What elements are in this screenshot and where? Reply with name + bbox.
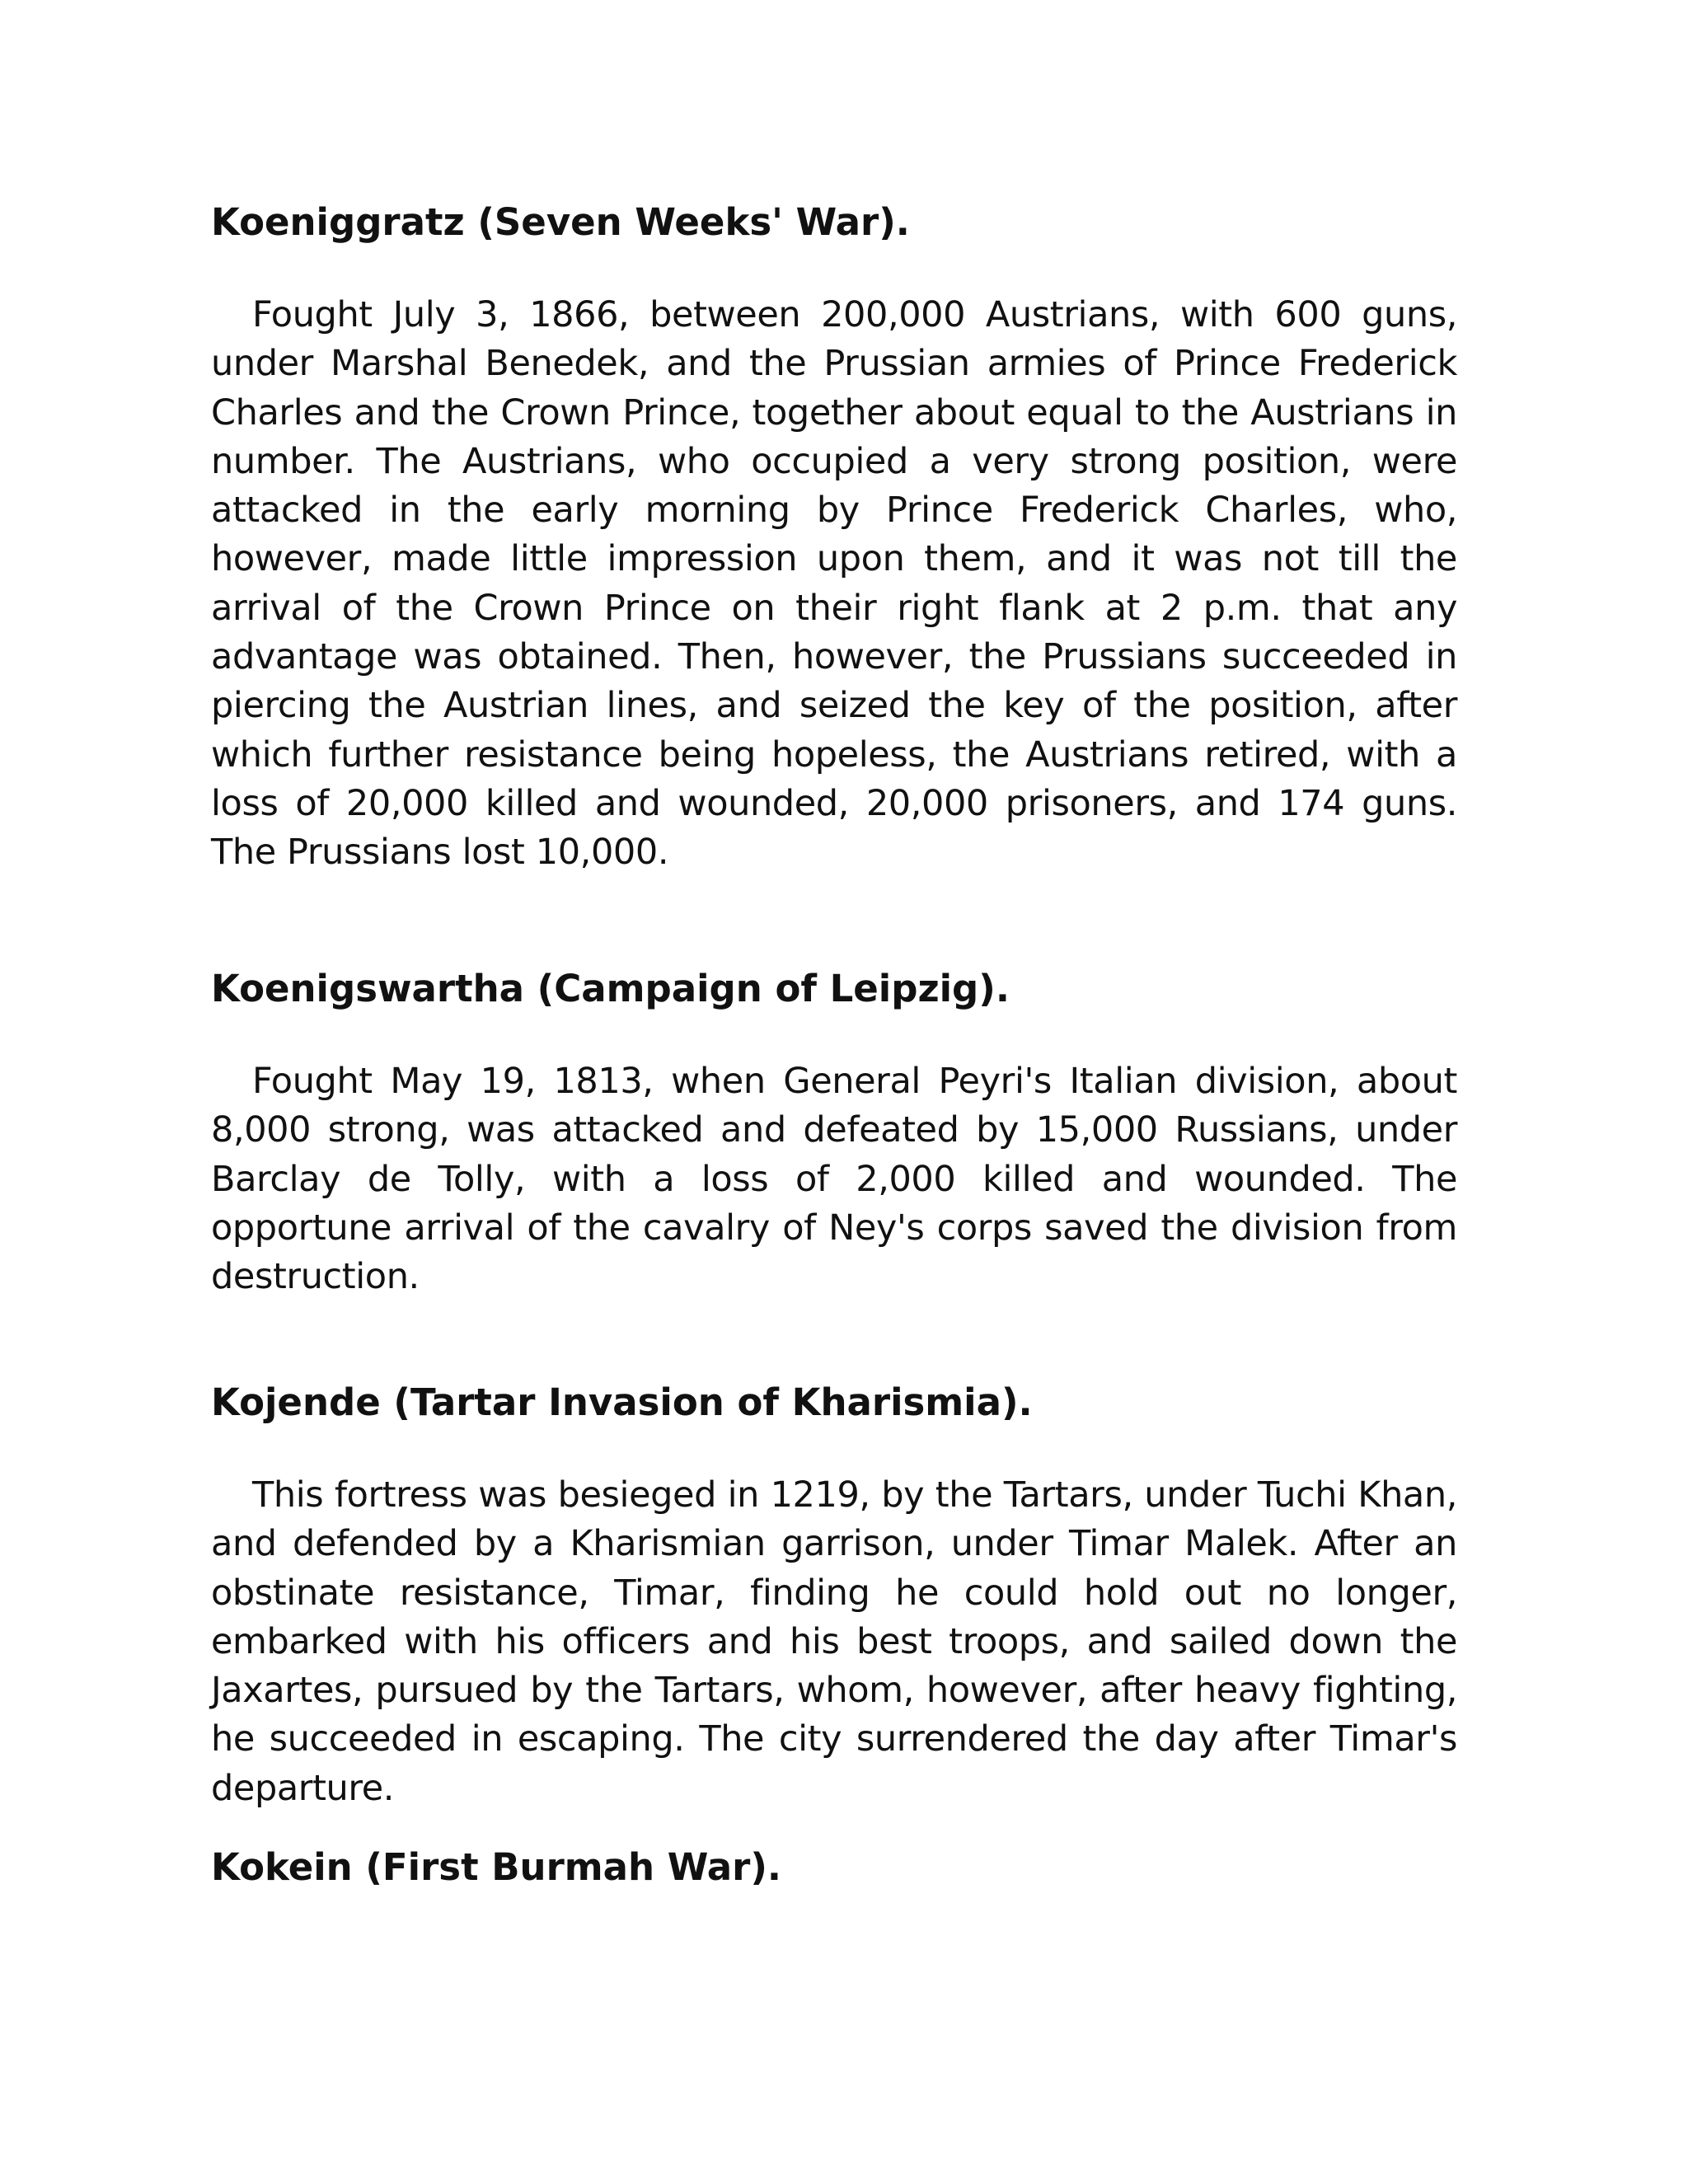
entry-title-kokein: Kokein (First Burmah War).	[211, 1845, 781, 1889]
entry-body-koeniggratz: Fought July 3, 1866, between 200,000 Austrians, with 600 guns, under Marshal Benedek, and the Prussian armies of Prince Frederick Charles and the Crown Prince, together about equal to the Austrians in number. The Austrians, who occupied a very strong position, were attacked in the early morning by Prince Frederick Charles, who, however, made little impression upon them, and it was not till the arrival of the Crown Prince on their right flank at 2 p.m. that any advantage was obtained. Then, however, the Prussians succeeded in piercing the Austrian lines, and seized the key of the position, after which further resistance being hopeless, the Austrians retired, with a loss of 20,000 killed and wounded, 20,000 prisoners, and 174 guns. The Prussians lost 10,000.	[211, 294, 1457, 874]
entry-title-koeniggratz: Koeniggratz (Seven Weeks' War).	[211, 200, 910, 244]
entry-body-kojende: This fortress was besieged in 1219, by the Tartars, under Tuchi Khan, and defended by a Kharismian garrison, under Timar Malek. After an obstinate resistance, Timar, finding he could hold out no longer, embarked with his officers and his best troops, and sailed down the Jaxartes, pursued by the Tartars, whom, however, after heavy fighting, he succeeded in escaping. The city surrendered the day after Timar's departure.	[211, 1474, 1457, 1809]
entry-title-koenigswartha: Koenigswartha (Campaign of Leipzig).	[211, 967, 1010, 1010]
entry-body-koenigswartha: Fought May 19, 1813, when General Peyri's Italian division, about 8,000 strong, was attacked and defeated by 15,000 Russians, under Barclay de Tolly, with a loss of 2,000 killed and wounded. The opportune arrival of the cavalry of Ney's corps saved the division from destruction.	[211, 1061, 1457, 1298]
entry-title-kojende: Kojende (Tartar Invasion of Kharismia).	[211, 1380, 1033, 1424]
